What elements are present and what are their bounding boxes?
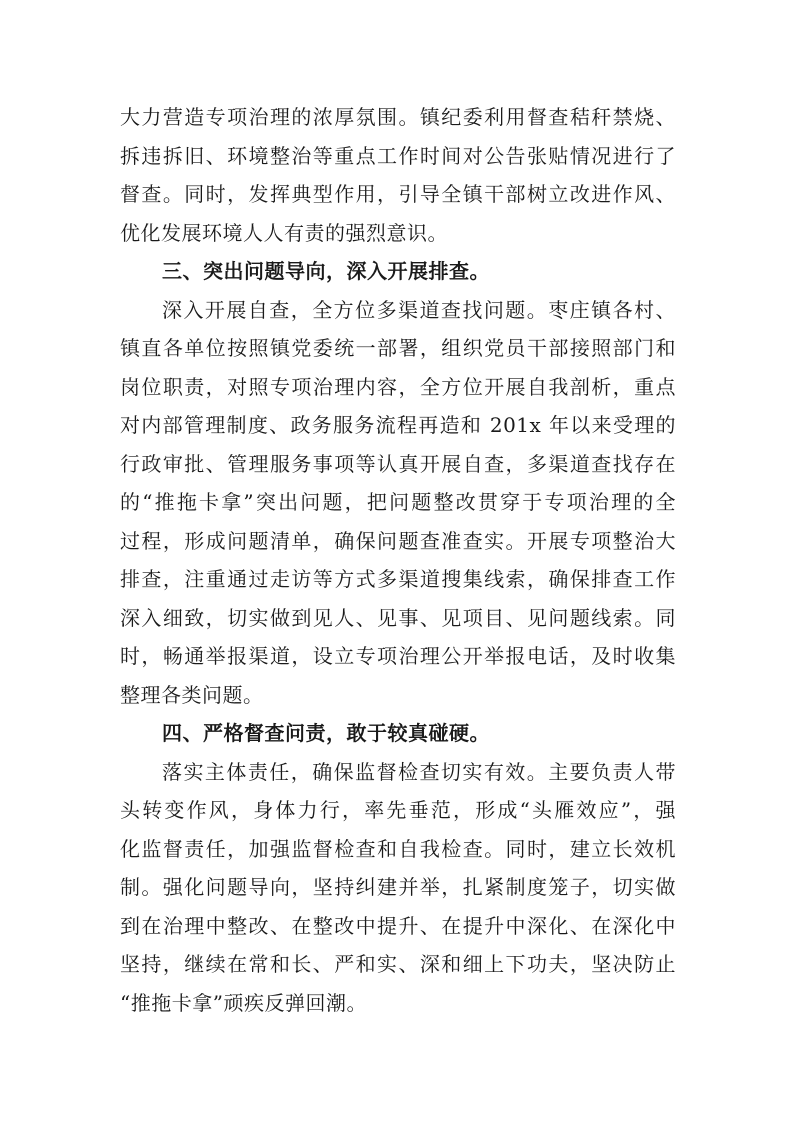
body-line: 头转变作风，身体力行，率先垂范，形成“头雁效应”，强 (120, 798, 676, 822)
body-line: 落实主体责任，确保监督检查切实有效。主要负责人带 (162, 759, 676, 784)
body-line: 过程，形成问题清单，确保问题查准查实。开展专项整治大 (120, 528, 676, 553)
body-line: “推拖卡拿”顽疾反弹回潮。 (120, 990, 367, 1015)
body-line: 拆违拆旧、环境整治等重点工作时间对公告张贴情况进行了 (120, 143, 676, 168)
body-line: 大力营造专项治理的浓厚氛围。镇纪委利用督查秸秆禁烧、 (120, 105, 676, 129)
body-line: 化监督责任，加强监督检查和自我检查。同时，建立长效机 (120, 836, 676, 861)
section-heading-3: 三、突出问题导向，深入开展排查。 (162, 259, 490, 283)
body-line: 对内部管理制度、政务服务流程再造和 201x 年以来受理的 (120, 413, 676, 437)
body-line: 到在治理中整改、在整改中提升、在提升中深化、在深化中 (120, 913, 676, 938)
body-line: 坚持，继续在常和长、严和实、深和细上下功夫，坚决防止 (120, 952, 676, 976)
section-heading-4: 四、严格督查问责，敢于较真碰硬。 (162, 721, 490, 745)
body-line: 排查，注重通过走访等方式多渠道搜集线索，确保排查工作 (120, 567, 676, 591)
body-line: 督查。同时，发挥典型作用，引导全镇干部树立改进作风、 (120, 182, 676, 206)
body-line: 行政审批、管理服务事项等认真开展自查，多渠道查找存在 (120, 451, 676, 476)
body-line: 深入细致，切实做到见人、见事、见项目、见问题线索。同 (120, 605, 676, 630)
body-line: 深入开展自查，全方位多渠道查找问题。枣庄镇各村、 (162, 297, 676, 322)
document-page (120, 98, 676, 1022)
body-line: 优化发展环境人人有责的强烈意识。 (120, 220, 448, 245)
body-line: 镇直各单位按照镇党委统一部署，组织党员干部接照部门和 (120, 336, 676, 360)
body-line: 制。强化问题导向，坚持纠建并举，扎紧制度笼子，切实做 (120, 875, 676, 899)
body-line: 岗位职责，对照专项治理内容，全方位开展自我剖析，重点 (120, 374, 676, 399)
body-line: 时，畅通举报渠道，设立专项治理公开举报电话，及时收集 (120, 644, 676, 668)
body-line: 的“推拖卡拿”突出问题，把问题整改贯穿于专项治理的全 (120, 490, 676, 514)
body-line: 整理各类问题。 (120, 682, 264, 707)
